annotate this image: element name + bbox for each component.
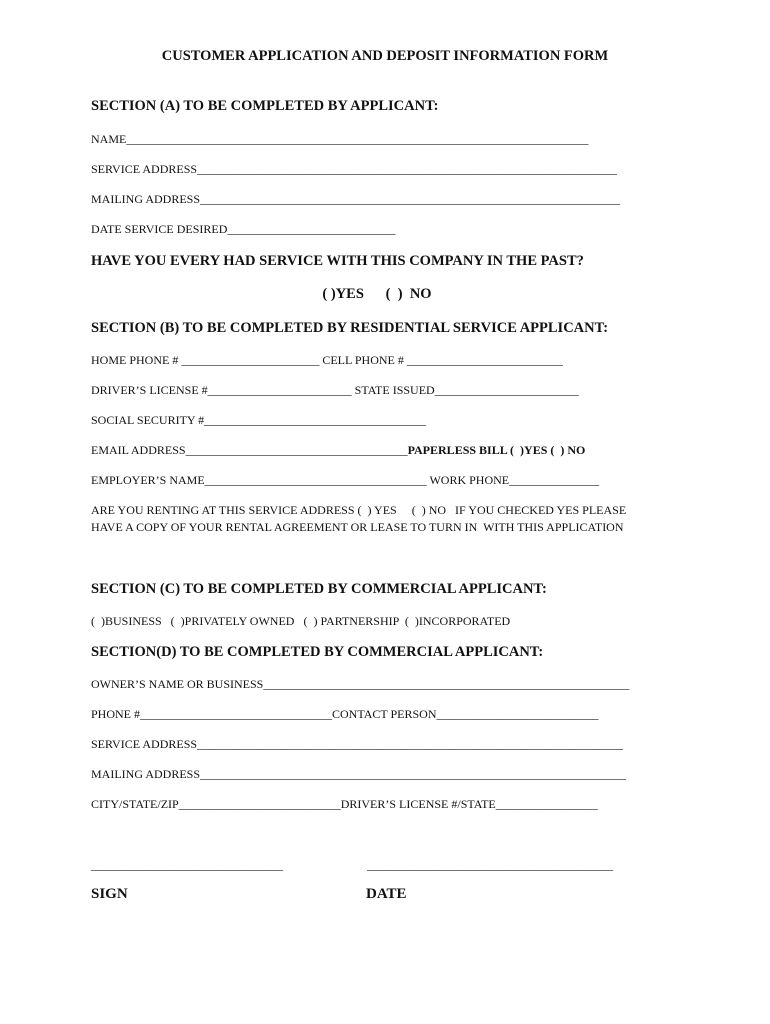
date-line[interactable]: _________________________________________: [367, 858, 613, 872]
email-row: [91, 443, 585, 457]
name-field[interactable]: NAME_____________________________________________________________________________: [91, 132, 589, 146]
renting-question-line-1[interactable]: ARE YOU RENTING AT THIS SERVICE ADDRESS ( ) YES ( ) NO IF YOU CHECKED YES PLEASE: [91, 503, 627, 517]
sign-label: SIGN: [91, 886, 128, 902]
section-c-heading: SECTION (C) TO BE COMPLETED BY COMMERCIAL APPLICANT:: [91, 581, 547, 597]
date-label: DATE: [366, 886, 407, 902]
drivers-license-field[interactable]: DRIVER’S LICENSE #________________________ STATE ISSUED________________________: [91, 383, 579, 397]
commercial-service-address-field[interactable]: SERVICE ADDRESS_______________________________________________________________________: [91, 737, 624, 751]
past-service-options[interactable]: ( )YES ( ) NO: [322, 286, 432, 302]
past-service-question: HAVE YOU EVERY HAD SERVICE WITH THIS COMPANY IN THE PAST?: [91, 253, 584, 269]
phone-contact-field[interactable]: PHONE #________________________________CONTACT PERSON___________________________: [91, 707, 599, 721]
date-service-field[interactable]: DATE SERVICE DESIRED____________________________: [91, 222, 396, 236]
renting-question-line-2: HAVE A COPY OF YOUR RENTAL AGREEMENT OR LEASE TO TURN IN WITH THIS APPLICATION: [91, 520, 624, 534]
city-state-zip-field[interactable]: CITY/STATE/ZIP___________________________DRIVER’S LICENSE #/STATE_________________: [91, 797, 598, 811]
commercial-mailing-address-field[interactable]: MAILING ADDRESS_______________________________________________________________________: [91, 767, 627, 781]
mailing-address-field[interactable]: MAILING ADDRESS______________________________________________________________________: [91, 192, 621, 206]
social-security-field[interactable]: SOCIAL SECURITY #_____________________________________: [91, 413, 427, 427]
business-type-options[interactable]: ( )BUSINESS ( )PRIVATELY OWNED ( ) PARTNERSHIP ( )INCORPORATED: [91, 614, 511, 628]
employer-field[interactable]: EMPLOYER’S NAME_____________________________________ WORK PHONE_______________: [91, 473, 600, 487]
owner-name-field[interactable]: OWNER’S NAME OR BUSINESS_____________________________________________________________: [91, 677, 630, 691]
section-b-heading: SECTION (B) TO BE COMPLETED BY RESIDENTIAL SERVICE APPLICANT:: [91, 320, 609, 336]
section-a-heading: SECTION (A) TO BE COMPLETED BY APPLICANT:: [91, 98, 439, 114]
service-address-field[interactable]: SERVICE ADDRESS______________________________________________________________________: [91, 162, 618, 176]
form-title: CUSTOMER APPLICATION AND DEPOSIT INFORMATION FORM: [161, 48, 609, 64]
email-field[interactable]: EMAIL ADDRESS_____________________________________: [91, 443, 408, 457]
section-d-heading: SECTION(D) TO BE COMPLETED BY COMMERCIAL APPLICANT:: [91, 644, 544, 660]
paperless-bill-options[interactable]: PAPERLESS BILL ( )YES ( ) NO: [407, 443, 586, 457]
home-phone-field[interactable]: HOME PHONE # _______________________ CELL PHONE # __________________________: [91, 353, 563, 367]
signature-line[interactable]: ________________________________: [91, 858, 283, 872]
